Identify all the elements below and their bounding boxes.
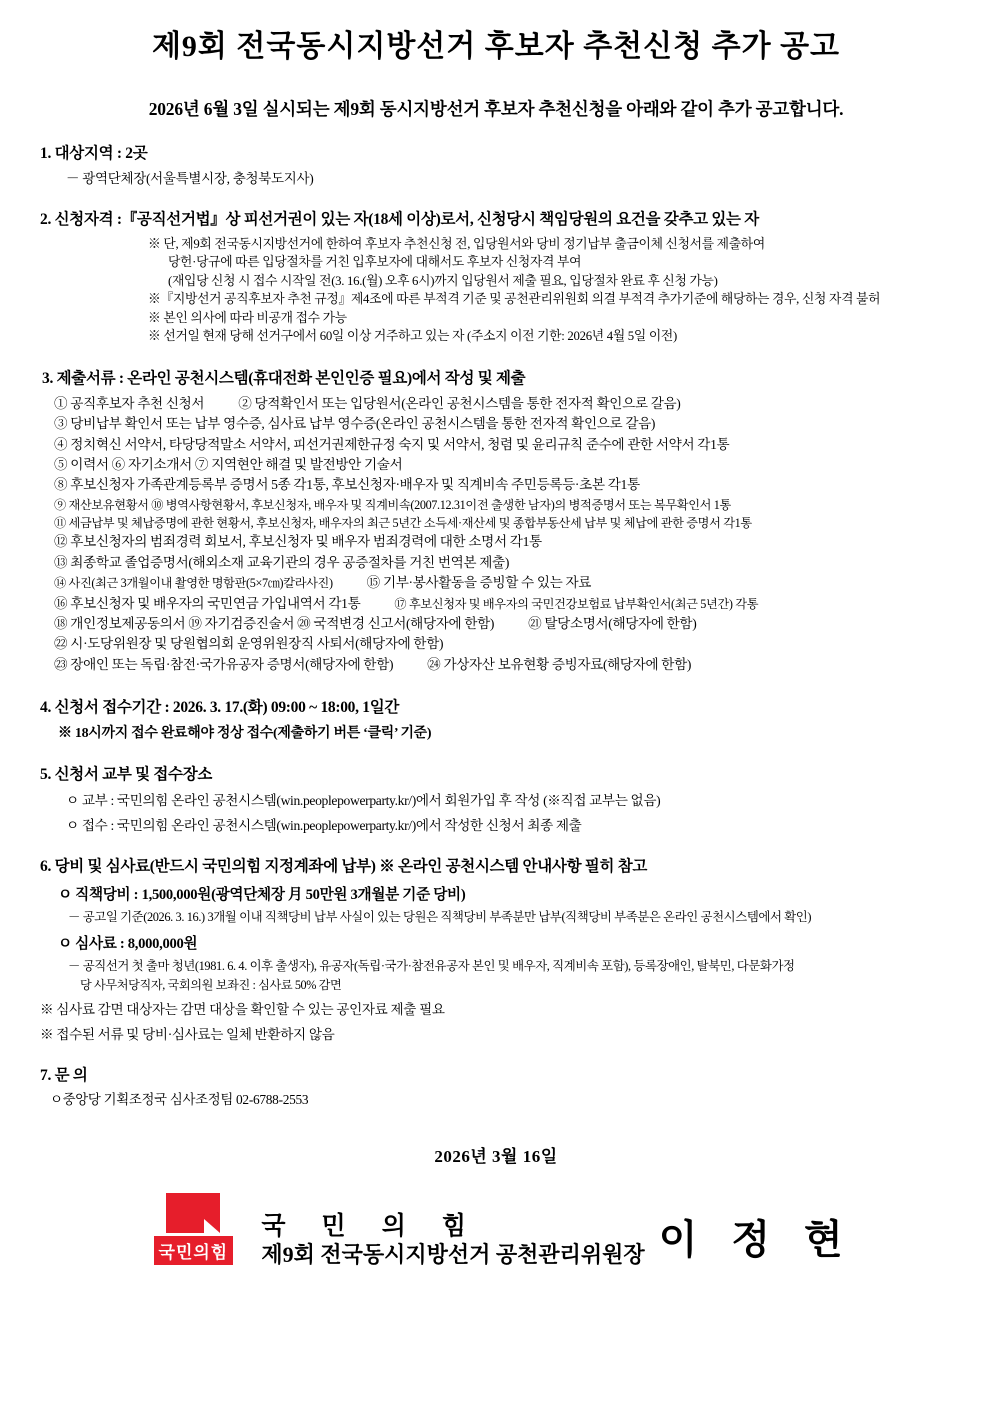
section-1-heading: 1. 대상지역 : 2곳 (40, 144, 148, 162)
doc-left: ⑯ 후보신청자 및 배우자의 국민연금 가입내역서 각1통 (54, 595, 361, 611)
contact-detail: ㅇ중앙당 기획조정국 심사조정팀 02-6788-2553 (50, 1092, 309, 1108)
section-4-heading: 4. 신청서 접수기간 : 2026. 3. 17.(화) 09:00 ~ 18:00, 1일간 (40, 699, 400, 717)
list-item (54, 394, 964, 414)
list-item: ③ 당비납부 확인서 또는 납부 영수증, 심사료 납부 영수증(온라인 공천시스템을 통한 전자적 확인으로 갈음) (54, 416, 656, 432)
signature-party: 국민의힘 (261, 1213, 502, 1241)
list-item: ⑫ 후보신청자의 범죄경력 회보서, 후보신청자 및 배우자 범죄경력에 대한 소명서 각1통 (54, 534, 542, 550)
fee-position-dues-note: － 공고일 기준(2026. 3. 16.) 3개월 이내 직책당비 납부 사실이 있는 당원은 직책당비 부족분만 납부(직책당비 부족분은 온라인 공천시스템에서 확인) (68, 910, 812, 925)
doc-left: ⑭ 사진(최근 3개월이내 촬영한 명함판(5×7㎝)칼라사진) (54, 576, 333, 591)
signature-role: 제9회 전국동시지방선거 공천관리위원장 (261, 1241, 645, 1267)
doc-left: ① 공직후보자 추천 신청서 (54, 395, 205, 411)
list-item (54, 573, 964, 593)
doc-right: ② 당적확인서 또는 입당원서(온라인 공천시스템을 통한 전자적 확인으로 갈음) (238, 395, 681, 411)
doc-right: ⑮ 기부·봉사활동을 증빙할 수 있는 자료 (366, 575, 592, 591)
note-item: ※ 선거일 현재 당해 선거구에서 60일 이상 거주하고 있는 자 (주소지 이전 기한: 2026년 4월 5일 이전) (148, 329, 677, 344)
list-item: ⑪ 세금납부 및 체납증명에 관한 현황서, 후보신청자, 배우자의 최근 5년간 소득세·재산세 및 종합부동산세 납부 및 체납에 관한 증명서 각1통 (54, 516, 752, 531)
section-contact (28, 1063, 964, 1108)
section-3-heading: 3. 제출서류 : 온라인 공천시스템(휴대전화 본인인증 필요)에서 작성 및 제출 (42, 369, 526, 387)
section-4-note: ※ 18시까지 접수 완료해야 정상 접수(제출하기 버튼 ‘클릭’ 기준) (58, 726, 432, 742)
doc-right: ㉔ 가상자산 보유현황 증빙자료(해당자에 한함) (427, 656, 692, 672)
section-fees (28, 854, 964, 1043)
note-item: ※ 단, 제9회 전국동시지방선거에 한하여 후보자 추천신청 전, 입당원서와 당비 정기납부 출금이체 신청서를 제출하여 (148, 236, 765, 251)
section-7-heading: 7. 문 의 (40, 1067, 88, 1085)
section-issue-and-receipt (28, 762, 964, 834)
section-5-item: ㅇ 교부 : 국민의힘 온라인 공천시스템(win.peoplepowerparty.kr/)에서 회원가입 후 작성 (※직접 교부는 없음) (66, 793, 661, 809)
party-emblem-icon (166, 1193, 220, 1233)
section-target-area (28, 141, 964, 187)
section-5-item: ㅇ 접수 : 국민의힘 온라인 공천시스템(win.peoplepowerparty.kr/)에서 작성한 신청서 최종 제출 (66, 818, 582, 834)
doc-left: ⑱ 개인정보제공동의서 ⑲ 자기검증진술서 ⑳ 국적변경 신고서(해당자에 한함) (54, 615, 495, 631)
list-item (54, 614, 964, 634)
fee-screening-note: － 공직선거 첫 출마 청년(1981. 6. 4. 이후 출생자), 유공자(독립·국가·참전유공자 본인 및 배우자, 직계비속 포함), 등록장애인, 탈북민, 다문화가정 (68, 959, 795, 974)
lead-paragraph: 2026년 6월 3일 실시되는 제9회 동시지방선거 후보자 추천신청을 아래와 같이 추가 공고합니다. (148, 98, 844, 119)
doc-right: ㉑ 탈당소명서(해당자에 한함) (528, 615, 697, 631)
fee-screening: ㅇ 심사료 : 8,000,000원 (58, 936, 198, 953)
section-6-heading: 6. 당비 및 심사료(반드시 국민의힘 지정계좌에 납부) ※ 온라인 공천시스템 안내사항 필히 참고 (40, 858, 648, 876)
note-item: 당헌·당규에 따른 입당절차를 거친 입후보자에 대해서도 후보자 신청자격 부여 (168, 255, 582, 270)
note-item: (재입당 신청 시 접수 시작일 전(3. 16.(월) 오후 6시)까지 입당원서 제출 필요, 입당절차 완료 후 신청 가능) (168, 273, 718, 288)
signature-name: 이 정 현 (658, 1217, 855, 1263)
fee-star-note: ※ 심사료 감면 대상자는 감면 대상을 확인할 수 있는 공인자료 제출 필요 (40, 1002, 445, 1018)
party-logo-label: 국민의힘 (154, 1236, 234, 1265)
section-application-period (28, 695, 964, 742)
section-2-notes (148, 235, 964, 346)
section-1-detail: － 광역단체장(서울특별시장, 충청북도지사) (66, 170, 314, 186)
doc-right: ⑰ 후보신청자 및 배우자의 국민건강보험료 납부확인서(최근 5년간) 각통 (394, 596, 759, 611)
issue-date: 2026년 3월 16일 (434, 1147, 558, 1167)
list-item: ⑧ 후보신청자 가족관계등록부 증명서 5종 각1통, 후보신청자·배우자 및 직계비속 주민등록등·초본 각1통 (54, 477, 640, 493)
note-item: ※『지방선거 공직후보자 추천 규정』제4조에 따른 부적격 기준 및 공천관리위원회 의결 부적격 추가기준에 해당하는 경우, 신청 자격 불허 (148, 292, 881, 307)
section-2-heading: 2. 신청자격 :『공직선거법』상 피선거권이 있는 자(18세 이상)로서, 신청당시 책임당원의 요건을 갖추고 있는 자 (40, 210, 759, 228)
doc-left: ㉓ 장애인 또는 독립·참전·국가유공자 증명서(해당자에 한함) (54, 656, 394, 672)
signature-text (261, 1213, 644, 1267)
fee-position-dues: ㅇ 직책당비 : 1,500,000원(광역단체장 月 50만원 3개월분 기준 당비) (58, 887, 466, 904)
party-logo (137, 1193, 249, 1265)
note-item: ※ 본인 의사에 따라 비공개 접수 가능 (148, 310, 347, 325)
signature-block (28, 1193, 964, 1267)
section-5-heading: 5. 신청서 교부 및 접수장소 (40, 766, 213, 784)
fee-star-note: ※ 접수된 서류 및 당비·심사료는 일체 반환하지 않음 (40, 1027, 335, 1043)
list-item (54, 655, 964, 675)
list-item (54, 594, 964, 614)
page-title: 제9회 전국동시지방선거 후보자 추천신청 추가 공고 (151, 30, 841, 63)
list-item: ㉒ 시·도당위원장 및 당원협의회 운영위원장직 사퇴서(해당자에 한함) (54, 636, 444, 652)
section-eligibility (28, 207, 964, 346)
list-item: ④ 정치혁신 서약서, 타당당적말소 서약서, 피선거권제한규정 숙지 및 서약서, 청렴 및 윤리규칙 준수에 관한 서약서 각1통 (54, 436, 730, 452)
section-required-documents (28, 366, 964, 675)
list-item: ⑨ 재산보유현황서 ⑩ 병역사항현황서, 후보신청자, 배우자 및 직계비속(2007.12.31이전 출생한 남자)의 병적증명서 또는 복무확인서 1통 (54, 497, 731, 512)
fee-screening-note-2: 당 사무처당직자, 국회의원 보좌진 : 심사료 50% 감면 (80, 978, 342, 993)
required-documents-list (54, 394, 964, 675)
list-item: ⑬ 최종학교 졸업증명서(해외소재 교육기관의 경우 공증절차를 거친 번역본 제출) (54, 554, 509, 570)
list-item: ⑤ 이력서 ⑥ 자기소개서 ⑦ 지역현안 해결 및 발전방안 기술서 (54, 456, 403, 472)
